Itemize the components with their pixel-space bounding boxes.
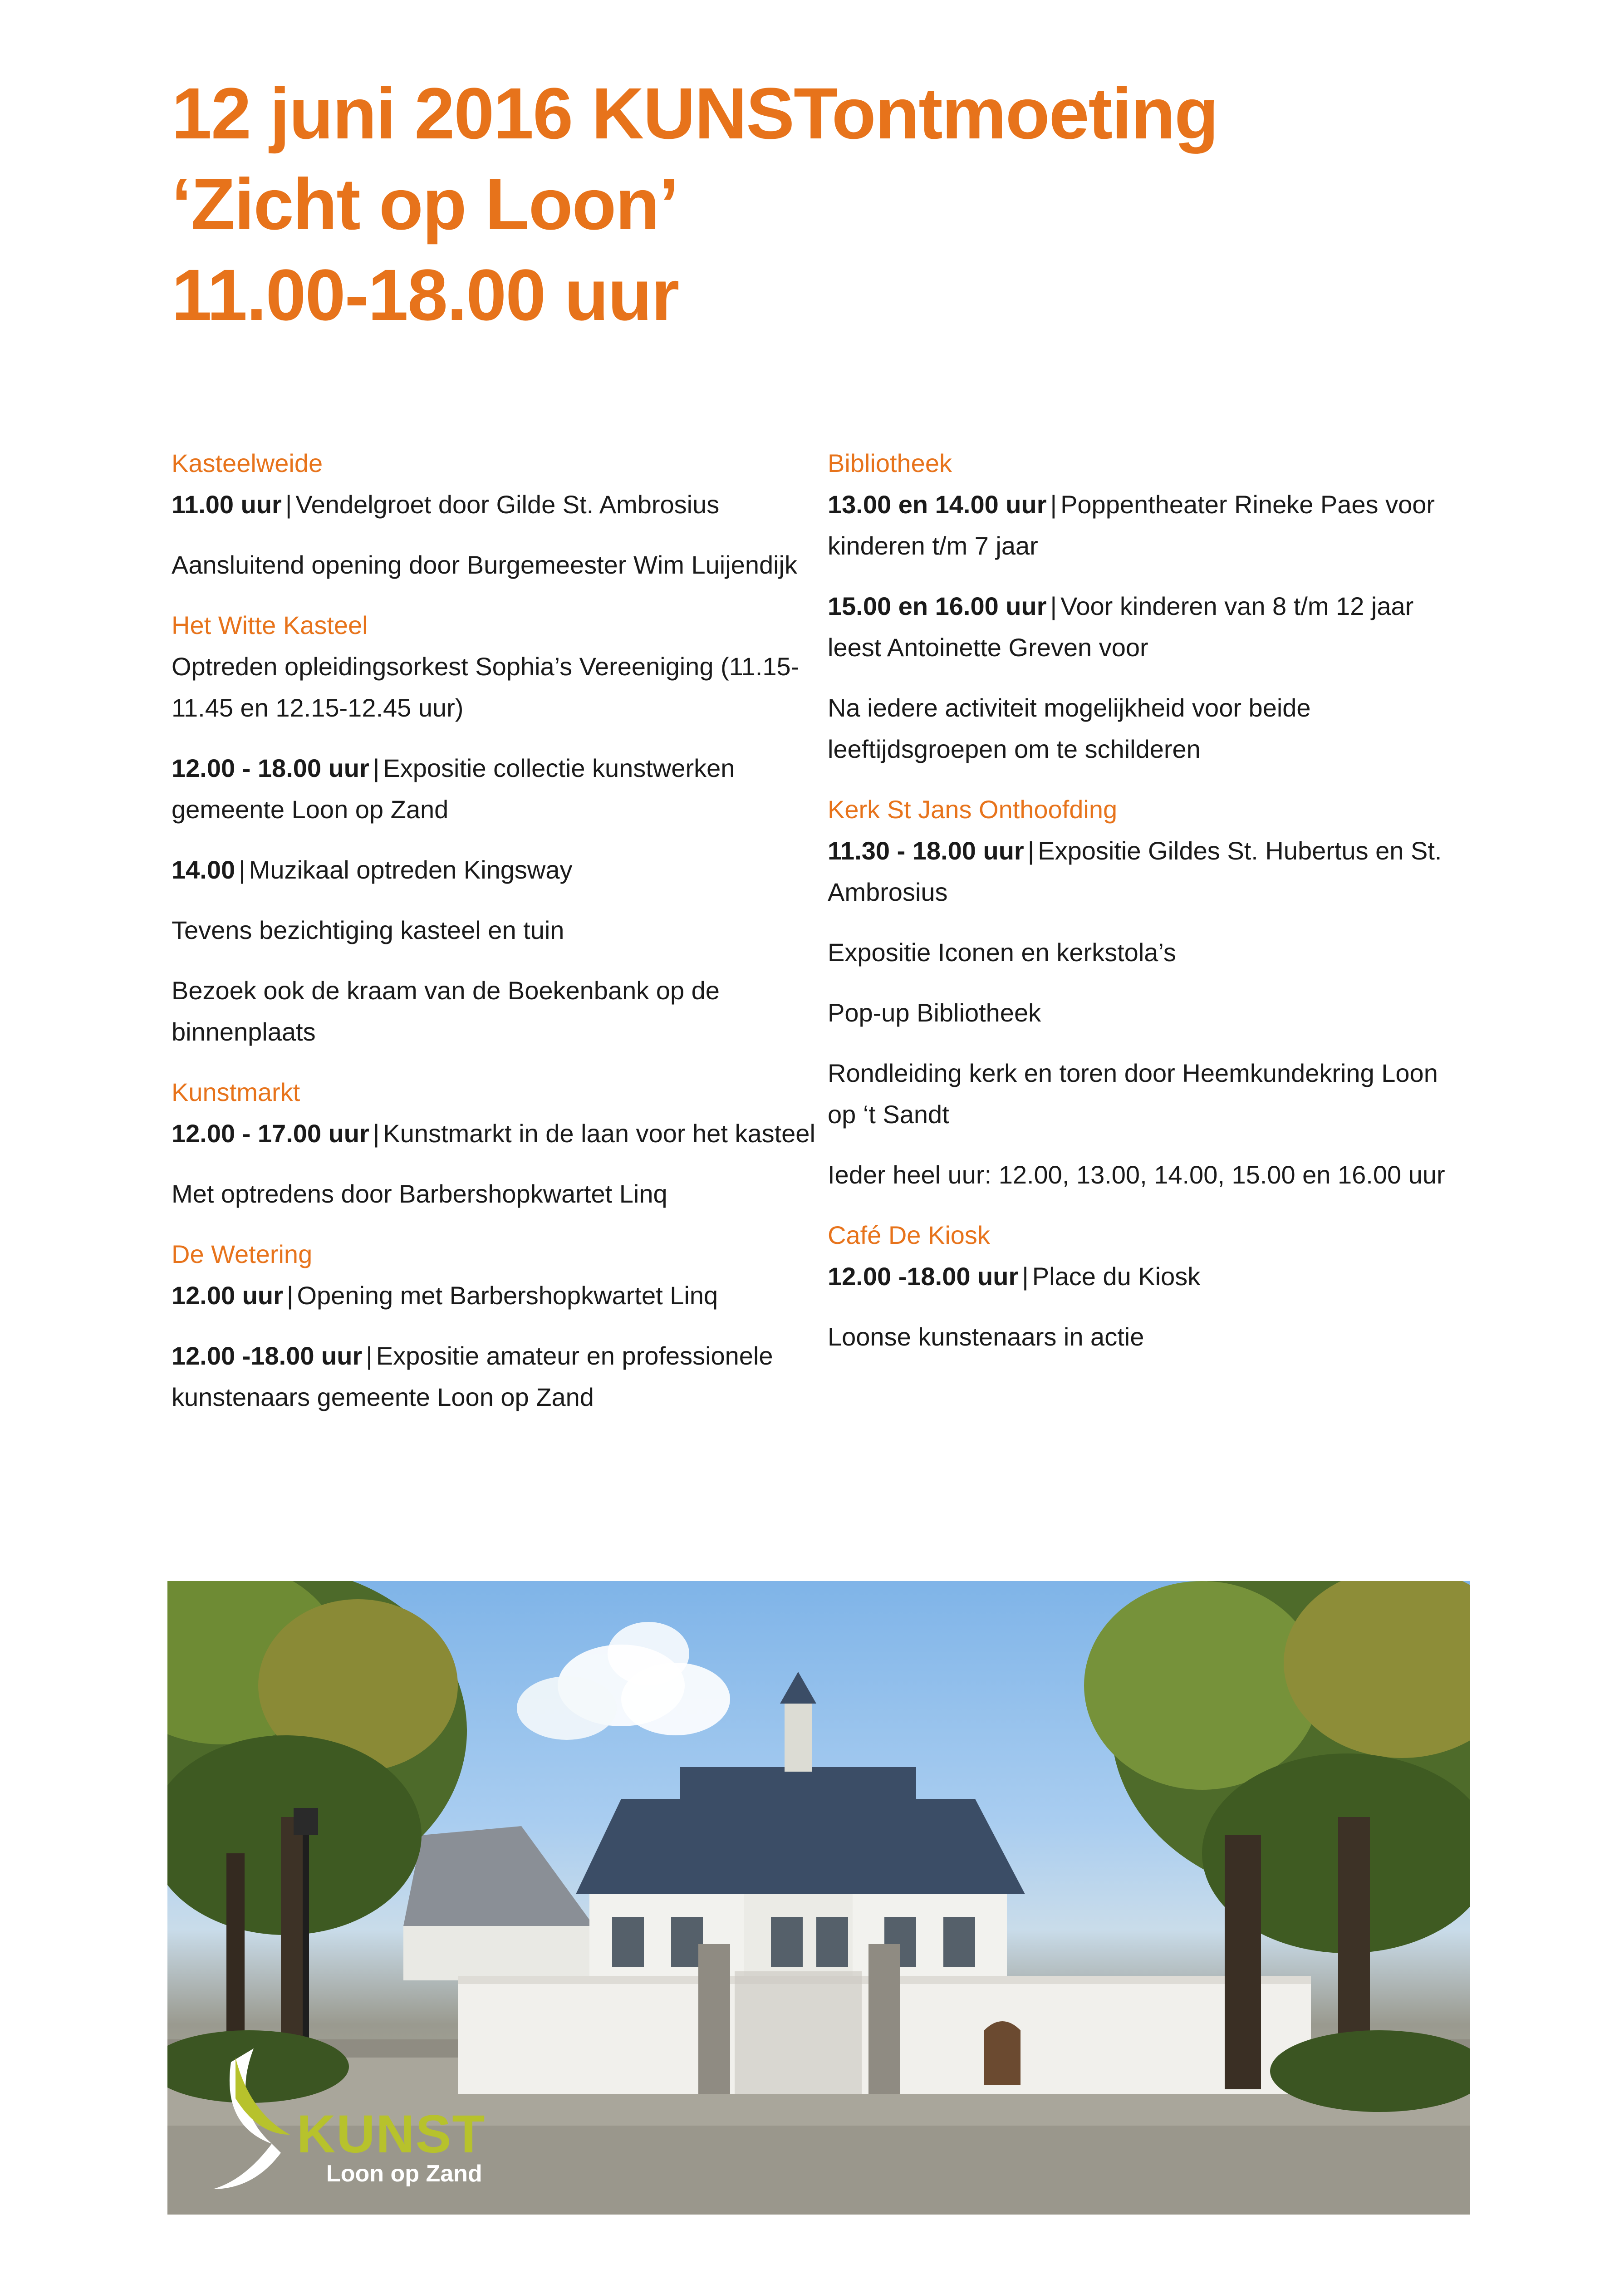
program-item xyxy=(172,849,816,890)
program-item xyxy=(828,1256,1472,1297)
item-text: Rondleiding kerk en toren door Heemkundekring Loon op ‘t Sandt xyxy=(828,1059,1438,1129)
item-text: Expositie amateur en professionele kunstenaars gemeente Loon op Zand xyxy=(172,1341,773,1411)
item-text: Voor kinderen van 8 t/m 12 jaar leest Antoinette Greven voor xyxy=(828,592,1414,662)
program-item xyxy=(828,1316,1472,1357)
program-section xyxy=(172,1233,816,1418)
item-text: Expositie Gildes St. Hubertus en St. Ambrosius xyxy=(828,836,1442,906)
program-item xyxy=(828,992,1472,1033)
program-item xyxy=(828,585,1472,668)
program-section xyxy=(828,1214,1472,1357)
item-time: 13.00 en 14.00 uur xyxy=(828,490,1047,519)
program-item xyxy=(172,747,816,830)
program-item xyxy=(828,1154,1472,1195)
item-text: Opening met Barbershopkwartet Linq xyxy=(297,1281,718,1310)
program-item xyxy=(828,1052,1472,1135)
program-item xyxy=(172,970,816,1052)
item-text: Expositie collectie kunstwerken gemeente Loon op Zand xyxy=(172,754,735,824)
item-time: 12.00 uur xyxy=(172,1281,283,1310)
item-separator: | xyxy=(1050,592,1057,620)
section-heading: Bibliotheek xyxy=(828,449,952,477)
castle-photo xyxy=(167,1581,1470,2215)
program-item xyxy=(828,932,1472,973)
program-item xyxy=(172,484,816,525)
section-heading: Kunstmarkt xyxy=(172,1078,300,1106)
logo-word: KUNST xyxy=(297,2104,486,2164)
program-item xyxy=(172,646,816,728)
program-item xyxy=(172,544,816,585)
program-item xyxy=(172,909,816,951)
item-text: Poppentheater Rineke Paes voor kinderen t/m 7 jaar xyxy=(828,490,1435,560)
item-separator: | xyxy=(373,1119,380,1148)
item-time: 15.00 en 16.00 uur xyxy=(828,592,1047,620)
item-separator: | xyxy=(1027,836,1035,865)
item-text: Muzikaal optreden Kingsway xyxy=(249,855,573,884)
page-title xyxy=(172,68,1533,340)
item-separator: | xyxy=(1022,1262,1029,1291)
program-item xyxy=(172,1275,816,1316)
item-text: Bezoek ook de kraam van de Boekenbank op de binnenplaats xyxy=(172,976,720,1046)
section-heading: Het Witte Kasteel xyxy=(172,611,368,639)
item-text: Aansluitend opening door Burgemeester Wim Luijendijk xyxy=(172,550,797,579)
kunst-logo xyxy=(204,2044,521,2194)
program-item xyxy=(828,484,1472,566)
item-time: 12.00 - 17.00 uur xyxy=(172,1119,369,1148)
program-item xyxy=(828,830,1472,913)
title-line-date: 12 juni 2016 KUNSTontmoeting xyxy=(172,73,1218,154)
program-item xyxy=(172,1113,816,1154)
program-section xyxy=(828,442,1472,770)
item-time: 11.00 uur xyxy=(172,490,282,519)
program-section xyxy=(172,1071,816,1214)
title-line-subtitle: ‘Zicht op Loon’ xyxy=(172,163,678,245)
item-text: Ieder heel uur: 12.00, 13.00, 14.00, 15.00 en 16.00 uur xyxy=(828,1160,1445,1189)
section-heading: Kerk St Jans Onthoofding xyxy=(828,795,1118,824)
item-separator: | xyxy=(286,1281,294,1310)
item-text: Kunstmarkt in de laan voor het kasteel xyxy=(383,1119,815,1148)
program-item xyxy=(172,1335,816,1418)
title-line-hours: 11.00-18.00 uur xyxy=(172,254,679,335)
item-text: Tevens bezichtiging kasteel en tuin xyxy=(172,916,564,944)
item-text: Met optredens door Barbershopkwartet Linq xyxy=(172,1179,667,1208)
item-text: Loonse kunstenaars in actie xyxy=(828,1322,1144,1351)
item-time: 12.00 -18.00 uur xyxy=(828,1262,1019,1291)
item-separator: | xyxy=(1050,490,1057,519)
item-separator: | xyxy=(366,1341,373,1370)
item-text: Pop-up Bibliotheek xyxy=(828,998,1041,1027)
item-separator: | xyxy=(285,490,292,519)
item-separator: | xyxy=(373,754,380,782)
program-section xyxy=(172,442,816,585)
section-heading: Café De Kiosk xyxy=(828,1221,990,1249)
item-text: Vendelgroet door Gilde St. Ambrosius xyxy=(295,490,720,519)
logo-subtitle: Loon op Zand xyxy=(326,2161,482,2187)
program-section xyxy=(172,604,816,1052)
section-heading: Kasteelweide xyxy=(172,449,323,477)
item-time: 11.30 - 18.00 uur xyxy=(828,836,1024,865)
item-separator: | xyxy=(239,855,245,884)
item-text: Na iedere activiteit mogelijkheid voor beide leeftijdsgroepen om te schilderen xyxy=(828,693,1311,763)
item-time: 12.00 - 18.00 uur xyxy=(172,754,369,782)
item-time: 14.00 xyxy=(172,855,236,884)
program-column-right xyxy=(828,442,1472,1376)
item-text: Expositie Iconen en kerkstola’s xyxy=(828,938,1176,967)
item-text: Optreden opleidingsorkest Sophia’s Vereeniging (11.15-11.45 en 12.15-12.45 uur) xyxy=(172,652,800,722)
program-section xyxy=(828,789,1472,1195)
program-item xyxy=(172,1173,816,1214)
program-column-left xyxy=(172,442,816,1437)
item-text: Place du Kiosk xyxy=(1032,1262,1201,1291)
item-time: 12.00 -18.00 uur xyxy=(172,1341,363,1370)
program-item xyxy=(828,687,1472,770)
section-heading: De Wetering xyxy=(172,1240,313,1268)
